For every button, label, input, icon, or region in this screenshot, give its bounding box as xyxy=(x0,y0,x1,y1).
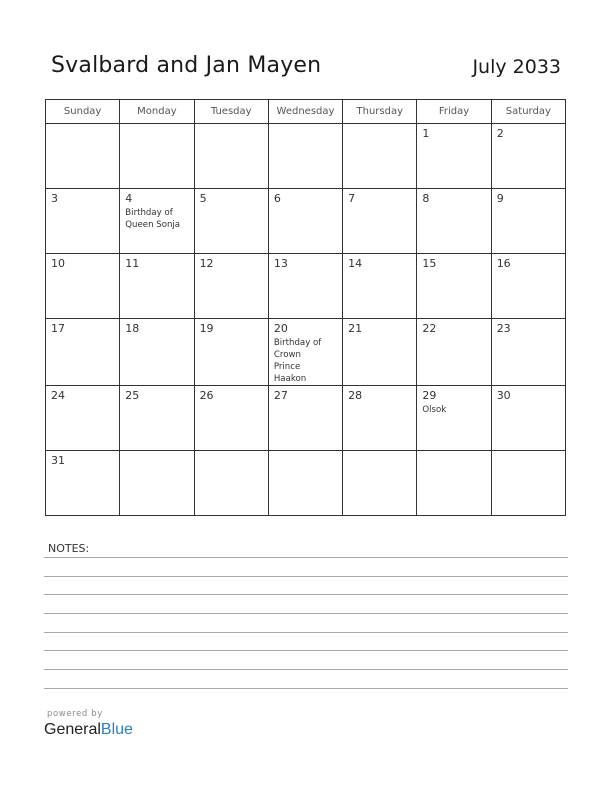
day-number xyxy=(120,124,193,128)
day-cell xyxy=(120,124,194,189)
weekday-thursday: Thursday xyxy=(343,100,417,124)
day-cell xyxy=(491,319,565,386)
week-row xyxy=(46,319,566,386)
day-cell xyxy=(417,319,491,386)
note-line xyxy=(44,594,568,595)
day-cell xyxy=(343,386,417,451)
day-cell xyxy=(417,189,491,254)
day-cell xyxy=(194,124,268,189)
day-cell xyxy=(417,124,491,189)
day-cell xyxy=(491,254,565,319)
day-cell xyxy=(46,124,120,189)
day-number xyxy=(195,124,268,128)
day-number: 10 xyxy=(51,257,65,270)
day-number: 18 xyxy=(125,322,140,335)
day-cell xyxy=(491,189,565,254)
day-cell xyxy=(120,189,194,254)
day-cell xyxy=(343,124,417,189)
day-number xyxy=(343,451,416,455)
note-line xyxy=(44,613,568,614)
day-number: 29 xyxy=(422,389,437,402)
day-cell xyxy=(268,124,342,189)
note-line xyxy=(44,688,568,689)
note-line xyxy=(44,632,568,633)
day-number: 17 xyxy=(51,322,65,335)
day-number: 15 xyxy=(422,257,437,270)
day-number xyxy=(492,451,565,455)
day-number: 28 xyxy=(348,389,363,402)
brand-name-blue: Blue xyxy=(100,721,133,738)
weekday-wednesday: Wednesday xyxy=(268,100,342,124)
holiday-event: Olsok xyxy=(422,405,447,415)
brand-logo xyxy=(44,721,133,739)
day-number: 31 xyxy=(51,454,65,467)
day-cell xyxy=(491,124,565,189)
weekday-sunday: Sunday xyxy=(46,100,120,124)
day-cell xyxy=(268,386,342,451)
day-number xyxy=(120,451,193,455)
day-number: 2 xyxy=(496,127,504,140)
day-number: 19 xyxy=(199,322,214,335)
day-number: 25 xyxy=(125,389,140,402)
day-cell xyxy=(268,319,342,386)
day-cell xyxy=(120,254,194,319)
day-number: 23 xyxy=(496,322,511,335)
day-cell xyxy=(491,386,565,451)
day-cell xyxy=(343,189,417,254)
weekday-monday: Monday xyxy=(120,100,194,124)
brand-name-general: General xyxy=(44,721,101,738)
day-number: 13 xyxy=(273,257,288,270)
day-number xyxy=(343,124,416,128)
day-cell xyxy=(46,319,120,386)
week-row xyxy=(46,386,566,451)
calendar-title: Svalbard and Jan Mayen xyxy=(51,53,322,78)
holiday-event: Crown xyxy=(273,350,301,360)
day-cell xyxy=(343,451,417,516)
day-number: 11 xyxy=(125,257,140,270)
day-cell xyxy=(268,451,342,516)
day-cell xyxy=(343,319,417,386)
day-number: 6 xyxy=(273,192,281,205)
day-number xyxy=(417,451,490,455)
day-cell xyxy=(194,319,268,386)
day-number: 1 xyxy=(422,127,430,140)
day-cell xyxy=(120,451,194,516)
day-number: 3 xyxy=(51,192,58,205)
day-cell xyxy=(46,451,120,516)
note-line xyxy=(44,576,568,577)
day-number xyxy=(46,124,119,128)
note-line xyxy=(44,557,568,558)
day-number: 5 xyxy=(199,192,207,205)
week-row xyxy=(46,254,566,319)
day-cell xyxy=(491,451,565,516)
day-cell xyxy=(268,189,342,254)
day-number: 7 xyxy=(348,192,356,205)
holiday-event: Birthday of xyxy=(125,208,173,218)
week-row xyxy=(46,451,566,516)
day-cell xyxy=(268,254,342,319)
day-number: 24 xyxy=(51,389,65,402)
day-cell xyxy=(417,386,491,451)
day-cell xyxy=(194,451,268,516)
calendar-grid xyxy=(45,99,566,516)
day-number xyxy=(269,451,342,455)
day-number: 22 xyxy=(422,322,437,335)
day-number: 30 xyxy=(496,389,511,402)
day-number: 4 xyxy=(125,192,133,205)
note-line xyxy=(44,650,568,651)
week-row xyxy=(46,124,566,189)
day-cell xyxy=(46,189,120,254)
day-number: 12 xyxy=(199,257,214,270)
day-cell xyxy=(194,189,268,254)
holiday-event: Birthday of xyxy=(273,338,322,348)
day-number xyxy=(195,451,268,455)
day-cell xyxy=(417,451,491,516)
week-row xyxy=(46,189,566,254)
day-cell xyxy=(46,386,120,451)
day-number: 26 xyxy=(199,389,214,402)
day-number: 27 xyxy=(273,389,288,402)
day-number: 8 xyxy=(422,192,430,205)
day-cell xyxy=(194,254,268,319)
weekday-friday: Friday xyxy=(417,100,491,124)
day-cell xyxy=(120,319,194,386)
day-number: 21 xyxy=(348,322,363,335)
holiday-event: Haakon xyxy=(273,374,307,384)
day-cell xyxy=(46,254,120,319)
day-number xyxy=(269,124,342,128)
day-cell xyxy=(194,386,268,451)
notes-label: NOTES: xyxy=(48,542,90,555)
powered-by-label: powered by xyxy=(47,709,103,719)
holiday-event: Prince xyxy=(273,362,301,372)
day-cell xyxy=(120,386,194,451)
day-number: 9 xyxy=(496,192,504,205)
weekday-header-row xyxy=(46,100,566,124)
weekday-tuesday: Tuesday xyxy=(194,100,268,124)
note-line xyxy=(44,669,568,670)
day-number: 14 xyxy=(348,257,363,270)
weekday-saturday: Saturday xyxy=(491,100,565,124)
day-cell xyxy=(343,254,417,319)
day-cell xyxy=(417,254,491,319)
day-number: 20 xyxy=(273,322,288,335)
day-number: 16 xyxy=(496,257,511,270)
calendar-month: July 2033 xyxy=(472,56,561,78)
holiday-event: Queen Sonja xyxy=(125,220,181,230)
